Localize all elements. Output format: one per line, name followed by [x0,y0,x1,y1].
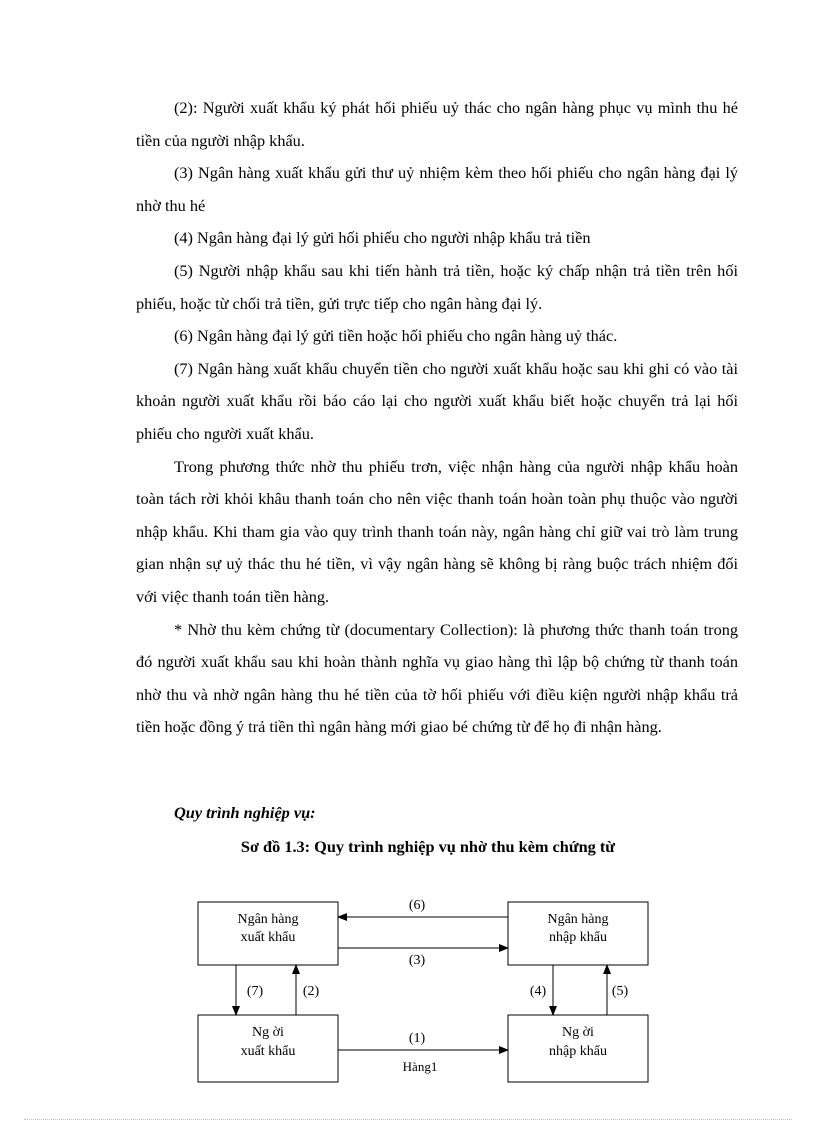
arrow-6-label: (6) [408,898,426,913]
arrow-2-label: (2) [302,984,320,999]
paragraph-step-7: (7) Ngân hàng xuất khẩu chuyển tiền cho người xuất khẩu hoặc sau khi ghi có vào tài khoản người xuất khẩu rồi báo cáo lại cho người xuất khẩu biết hoặc chuyển trả lại hối phiếu cho người xuất khẩu. [136,358,738,443]
box-importer-line2: nhập khẩu [549,1044,607,1059]
paragraph-step-6: (6) Ngân hàng đại lý gửi tiền hoặc hối phiếu cho ngân hàng uỷ thác. [174,326,618,346]
figure-caption: Sơ đồ 1.3: Quy trình nghiệp vụ nhờ thu kèm chứng từ [240,837,616,856]
goods-label: Hàng1 [402,1059,438,1074]
box-importer-line1: Ng ời [562,1025,594,1040]
paragraph-step-5: (5) Người nhập khẩu sau khi tiến hành trả tiền, hoặc ký chấp nhận trả tiền trên hối phiếu, hoặc từ chối trả tiền, gửi trực tiếp cho ngân hàng đại lý. [136,260,738,313]
box-import-bank-line1: Ngân hàng [547,912,609,927]
paragraph-documentary-collection: * Nhờ thu kèm chứng từ (documentary Collection): là phương thức thanh toán trong đó người xuất khẩu sau khi hoàn thành nghĩa vụ giao hàng thì lập bộ chứng từ thanh toán nhờ thu và nhờ ngân hàng thu hé tiền của tờ hối phiếu với điều kiện người nhập khẩu trả tiền hoặc đồng ý trả tiền thì ngân hàng mới giao bé chứng từ để họ đi nhận hàng. [136,619,738,737]
section-heading: Quy trình nghiệp vụ: [174,803,316,822]
paragraph-step-2: (2): Người xuất khẩu ký phát hối phiếu uỷ thác cho ngân hàng phục vụ mình thu hé tiền của người nhập khẩu. [136,98,738,150]
box-exporter-line2: xuất khẩu [240,1044,296,1059]
paragraph-step-3: (3) Ngân hàng xuất khẩu gửi thư uỷ nhiệm kèm theo hối phiếu cho ngân hàng đại lý nhờ thu hé [136,163,738,215]
arrow-4-label: (4) [529,984,547,999]
box-export-bank-line2: xuất khẩu [240,930,296,945]
box-exporter-line1: Ng ời [252,1025,284,1040]
arrow-1-label: (1) [408,1031,426,1046]
arrow-7-label: (7) [246,984,264,999]
paragraph-clean-collection: Trong phương thức nhờ thu phiếu trơn, việc nhận hàng của người nhập khẩu hoàn toàn tách rời khỏi khâu thanh toán cho nên việc thanh toán hoàn toàn phụ thuộc vào người nhập khẩu. Khi tham gia vào quy trình thanh toán này, ngân hàng chỉ giữ vai trò làm trung gian nhận sự uỷ thác thu hé tiền, vì vậy ngân hàng sẽ không bị ràng buộc trách nhiệm đối với việc thanh toán tiền hàng. [136,456,738,606]
arrow-3-label: (3) [408,953,426,968]
footer-divider [24,1119,792,1120]
arrow-5-label: (5) [611,984,629,999]
box-export-bank-line1: Ngân hàng [237,912,299,927]
box-import-bank-line2: nhập khẩu [549,930,607,945]
paragraph-step-4: (4) Ngân hàng đại lý gửi hối phiếu cho người nhập khẩu trả tiền [174,228,591,248]
